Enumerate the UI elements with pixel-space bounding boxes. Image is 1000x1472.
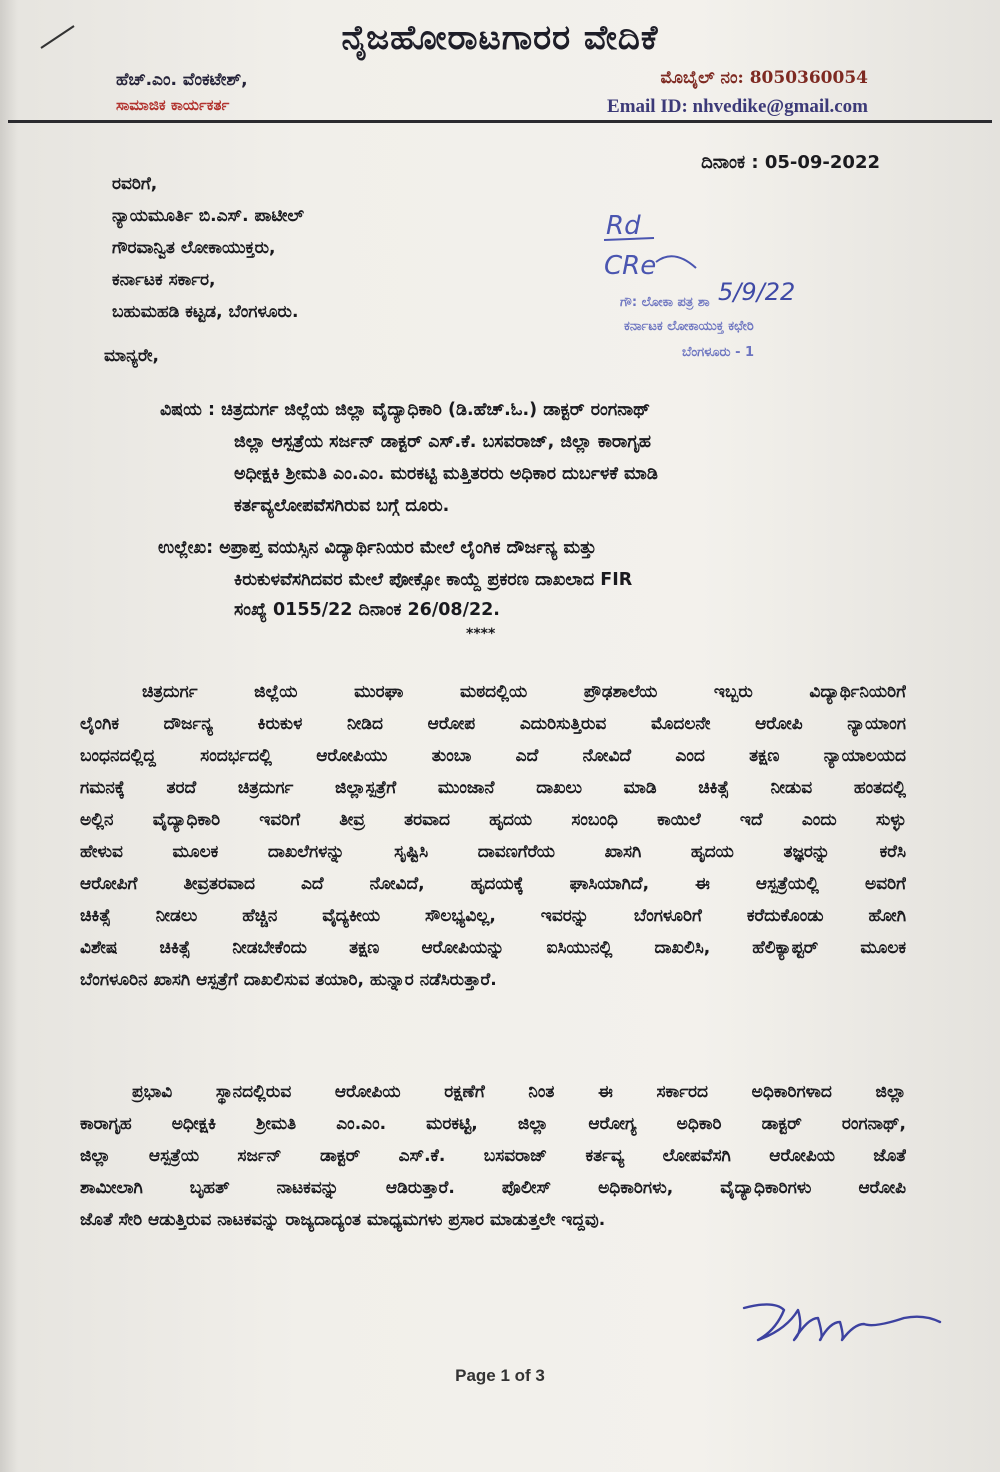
subject-line: ವಿಷಯ : ಚಿತ್ರದುರ್ಗ ಜಿಲ್ಲೆಯ ಜಿಲ್ಲಾ ವೈದ್ಯಾಧಿಕಾರಿ (ಡಿ.ಹೆಚ್.ಓ.) ಡಾಕ್ಟರ್ ರಂಗನಾಥ್ <box>160 400 651 420</box>
paragraph-line: ಚಿತ್ರದುರ್ಗ ಜಿಲ್ಲೆಯ ಮುರಘಾ ಮಠದಲ್ಲಿಯ ಪ್ರೌಢಶಾಲೆಯ ಇಬ್ಬರು ವಿದ್ಯಾರ್ಥಿನಿಯರಿಗೆ <box>142 682 906 702</box>
sender-email: Email ID: nhvedike@gmail.com <box>607 96 868 117</box>
stamp-date: 5/9/22 <box>718 278 796 306</box>
sender-mobile: ಮೊಬೈಲ್ ನಂ: 8050360054 <box>660 68 868 88</box>
paragraph-line: ಕಾರಾಗೃಹ ಅಧೀಕ್ಷಕಿ ಶ್ರೀಮತಿ ಎಂ.ಎಂ. ಮರಕಟ್ಟಿ, ಜಿಲ್ಲಾ ಆರೋಗ್ಯ ಅಧಿಕಾರಿ ಡಾಕ್ಟರ್ ರಂಗನಾಥ್, <box>80 1114 906 1134</box>
paragraph-line: ಪ್ರಭಾವಿ ಸ್ಥಾನದಲ್ಲಿರುವ ಆರೋಪಿಯ ರಕ್ಷಣೆಗೆ ನಿಂತ ಈ ಸರ್ಕಾರದ ಅಧಿಕಾರಿಗಳಾದ ಜಿಲ್ಲಾ <box>132 1082 906 1102</box>
paragraph-line: ಆರೋಪಿಗೆ ತೀವ್ರತರವಾದ ಎದೆ ನೋವಿದೆ, ಹೃದಯಕ್ಕೆ ಘಾಸಿಯಾಗಿದೆ, ಈ ಆಸ್ಪತ್ರೆಯಲ್ಲಿ ಅವರಿಗೆ <box>80 874 906 894</box>
paragraph-line: ಚಿಕಿತ್ಸೆ ನೀಡಲು ಹೆಚ್ಚಿನ ವೈದ್ಯಕೀಯ ಸೌಲಭ್ಯವಿಲ್ಲ, ಇವರನ್ನು ಬೆಂಗಳೂರಿಗೆ ಕರೆದುಕೊಂಡು ಹೋಗಿ <box>80 906 906 926</box>
letter-date: ದಿನಾಂಕ : 05-09-2022 <box>701 152 880 173</box>
paragraph-line: ಜೊತೆ ಸೇರಿ ಆಡುತ್ತಿರುವ ನಾಟಕವನ್ನು ರಾಜ್ಯದಾದ್ಯಂತ ಮಾಧ್ಯಮಗಳು ಪ್ರಸಾರ ಮಾಡುತ್ತಲೇ ಇದ್ದವು. <box>80 1210 606 1230</box>
stamp-handwriting: Rd <box>606 211 641 241</box>
paragraph-line: ಶಾಮೀಲಾಗಿ ಬೃಹತ್ ನಾಟಕವನ್ನು ಆಡಿರುತ್ತಾರೆ. ಪೊಲೀಸ್ ಅಧಿಕಾರಿಗಳು, ವೈದ್ಯಾಧಿಕಾರಿಗಳು ಆರೋಪಿ <box>80 1178 906 1198</box>
paragraph-line: ಬಂಧನದಲ್ಲಿದ್ದ ಸಂದರ್ಭದಲ್ಲಿ ಆರೋಪಿಯು ತುಂಬಾ ಎದೆ ನೋವಿದೆ ಎಂದ ತಕ್ಷಣ ನ್ಯಾಯಾಲಯದ <box>80 746 906 766</box>
paragraph-line: ಗಮನಕ್ಕೆ ತರದೆ ಚಿತ್ರದುರ್ಗ ಜಿಲ್ಲಾಸ್ಪತ್ರೆಗೆ ಮುಂಜಾನೆ ದಾಖಲು ಮಾಡಿ ಚಿಕಿತ್ಸೆ ನೀಡುವ ಹಂತದಲ್ಲಿ <box>80 778 906 798</box>
address-line: ಬಹುಮಹಡಿ ಕಟ್ಟಡ, ಬೆಂಗಳೂರು. <box>112 302 299 322</box>
address-line: ನ್ಯಾಯಮೂರ್ತಿ ಬಿ.ಎಸ್. ಪಾಟೀಲ್ <box>112 206 304 226</box>
signature <box>736 1290 976 1350</box>
paragraph-line: ಲೈಂಗಿಕ ದೌರ್ಜನ್ಯ ಕಿರುಕುಳ ನೀಡಿದ ಆರೋಪ ಎದುರಿಸುತ್ತಿರುವ ಮೊದಲನೇ ಆರೋಪಿ ನ್ಯಾಯಾಂಗ <box>80 714 906 734</box>
separator: **** <box>466 626 496 642</box>
address-line: ರವರಿಗೆ, <box>112 174 158 194</box>
subject-line: ಜಿಲ್ಲಾ ಆಸ್ಪತ್ರೆಯ ಸರ್ಜನ್ ಡಾಕ್ಟರ್ ಎಸ್.ಕೆ. ಬಸವರಾಜ್, ಜಿಲ್ಲಾ ಕಾರಾಗೃಹ <box>234 432 652 452</box>
subject-line: ಕರ್ತವ್ಯಲೋಪವೆಸಗಿರುವ ಬಗ್ಗೆ ದೂರು. <box>234 496 450 516</box>
header-divider <box>8 120 992 123</box>
stamp-handwriting: CRe <box>604 251 657 281</box>
sender-name: ಹೆಚ್.ಎಂ. ವೆಂಕಟೇಶ್, <box>116 70 248 90</box>
paragraph-line: ಅಲ್ಲಿನ ವೈದ್ಯಾಧಿಕಾರಿ ಇವರಿಗೆ ತೀವ್ರ ತರವಾದ ಹೃದಯ ಸಂಬಂಧಿ ಕಾಯಿಲೆ ಇದೆ ಎಂದು ಸುಳ್ಳು <box>80 810 906 830</box>
paragraph-line: ವಿಶೇಷ ಚಿಕಿತ್ಸೆ ನೀಡಬೇಕೆಂದು ತಕ್ಷಣ ಆರೋಪಿಯನ್ನು ಐಸಿಯುನಲ್ಲಿ ದಾಖಲಿಸಿ, ಹೆಲಿಕ್ಯಾಪ್ಟರ್ ಮೂಲಕ <box>80 938 906 958</box>
body-paragraph-2 <box>80 1076 906 1236</box>
page-edge-shadow <box>0 0 18 1472</box>
body-paragraph-1 <box>80 676 906 996</box>
paragraph-line: ಹೇಳುವ ಮೂಲಕ ದಾಖಲೆಗಳನ್ನು ಸೃಷ್ಟಿಸಿ ದಾವಣಗೆರೆಯ ಖಾಸಗಿ ಹೃದಯ ತಜ್ಞರನ್ನು ಕರೆಸಿ <box>80 842 906 862</box>
paragraph-line: ಬೆಂಗಳೂರಿನ ಖಾಸಗಿ ಆಸ್ಪತ್ರೆಗೆ ದಾಖಲಿಸುವ ತಯಾರಿ, ಹುನ್ನಾರ ನಡೆಸಿರುತ್ತಾರೆ. <box>80 970 497 990</box>
reference-line: ಸಂಖ್ಯೆ 0155/22 ದಿನಾಂಕ 26/08/22. <box>234 600 500 620</box>
receipt-stamp <box>598 196 898 386</box>
subject-line: ಅಧೀಕ್ಷಕಿ ಶ್ರೀಮತಿ ಎಂ.ಎಂ. ಮರಕಟ್ಟಿ ಮತ್ತಿತರರು ಅಧಿಕಾರ ದುರ್ಬಳಕೆ ಮಾಡಿ <box>234 464 658 484</box>
stamp-line: ಗೌ: ಲೋಕಾ ಪತ್ರ ಶಾ <box>620 295 710 310</box>
reference-line: ಕಿರುಕುಳವೆಸಗಿದವರ ಮೇಲೆ ಪೋಕ್ಸೋ ಕಾಯ್ದೆ ಪ್ರಕರಣ ದಾಖಲಾದ FIR <box>234 570 633 590</box>
page-number: Page 1 of 3 <box>455 1366 545 1385</box>
salutation: ಮಾನ್ಯರೇ, <box>104 346 159 366</box>
org-title: ನೈಜಹೋರಾಟಗಾರರ ವೇದಿಕೆ <box>341 18 659 58</box>
address-line: ಗೌರವಾನ್ವಿತ ಲೋಕಾಯುಕ್ತರು, <box>112 238 276 258</box>
address-line: ಕರ್ನಾಟಕ ಸರ್ಕಾರ, <box>112 270 216 290</box>
reference-line: ಉಲ್ಲೇಖ: ಅಪ್ರಾಪ್ತ ವಯಸ್ಸಿನ ವಿದ್ಯಾರ್ಥಿನಿಯರ ಮೇಲೆ ಲೈಂಗಿಕ ದೌರ್ಜನ್ಯ ಮತ್ತು <box>158 538 597 558</box>
paragraph-line: ಜಿಲ್ಲಾ ಆಸ್ಪತ್ರೆಯ ಸರ್ಜನ್ ಡಾಕ್ಟರ್ ಎಸ್.ಕೆ. ಬಸವರಾಜ್ ಕರ್ತವ್ಯ ಲೋಪವೆಸಗಿ ಆರೋಪಿಯ ಜೊತೆ <box>80 1146 906 1166</box>
stamp-line: ಕರ್ನಾಟಕ ಲೋಕಾಯುಕ್ತ ಕಛೇರಿ <box>624 319 754 334</box>
stamp-line: ಬೆಂಗಳೂರು - 1 <box>682 345 755 360</box>
sender-role: ಸಾಮಾಜಿಕ ಕಾರ್ಯಕರ್ತ <box>116 96 230 114</box>
